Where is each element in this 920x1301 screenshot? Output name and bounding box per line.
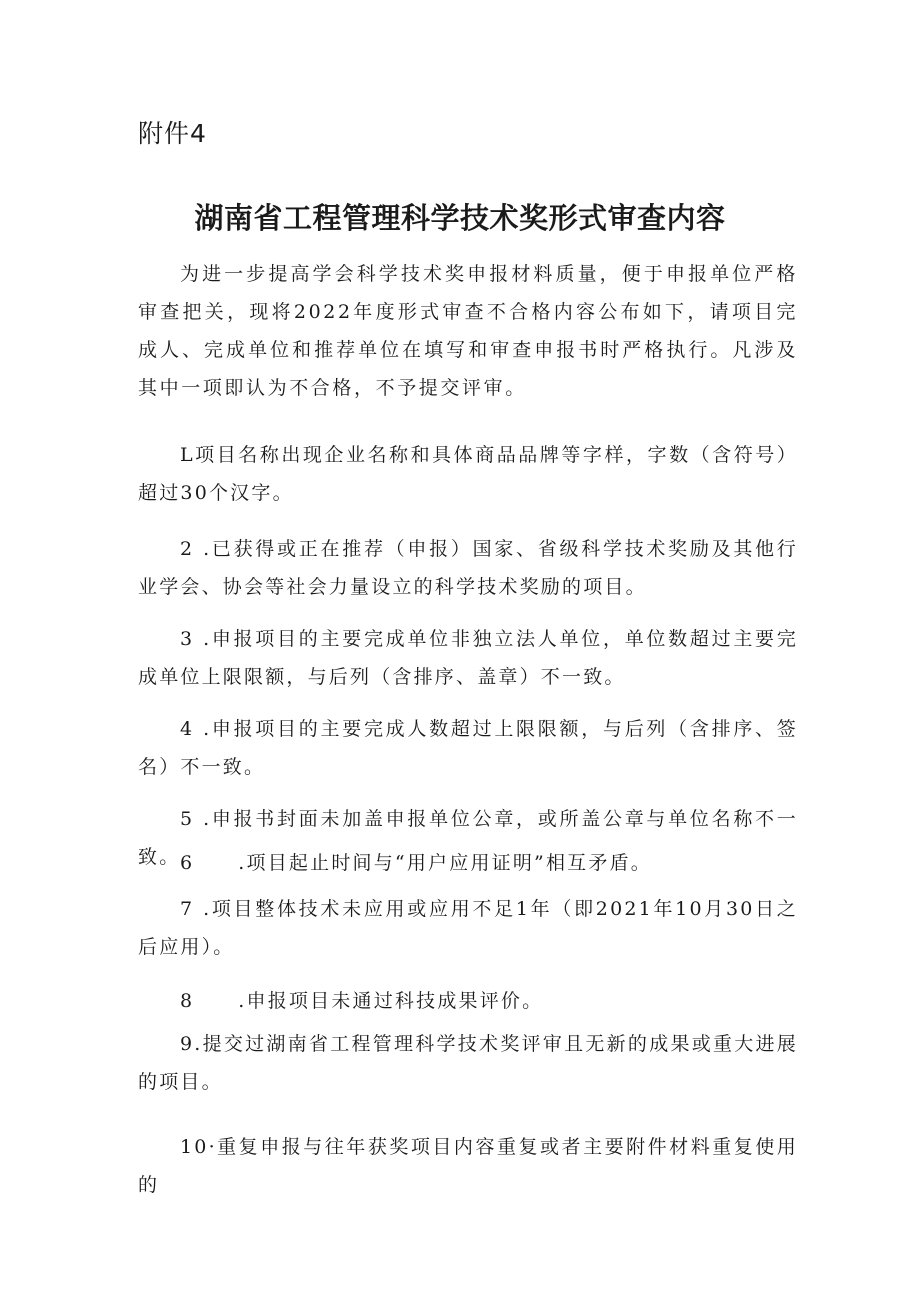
item-text: .申报项目的主要完成人数超过上限限额，与后列（含排序、签名）不一致。 [138, 718, 798, 778]
list-item [138, 890, 798, 966]
item-text: .申报项目的主要完成单位非独立法人单位，单位数超过主要完成单位上限限额，与后列（含排序、盖章）不一致。 [138, 628, 798, 688]
intro-paragraph: 为进一步提高学会科学技术奖申报材料质量，便于申报单位严格审查把关，现将2022年度形式审查不合格内容公布如下，请项目完成人、完成单位和推荐单位在填写和审查申报书时严格执行。凡涉及其中一项即认为不合格，不予提交评审。 [138, 263, 798, 399]
item-number: L [180, 444, 195, 466]
item-text: 提交过湖南省工程管理科学技术奖评审且无新的成果或重大进展的项目。 [138, 1033, 798, 1093]
item-number: 10· [180, 1136, 217, 1158]
document-title: 湖南省工程管理科学技术奖形式审查内容 [194, 201, 726, 235]
item-number: 7 [180, 898, 195, 920]
item-number: 8 [180, 990, 195, 1012]
item-number: 5 [180, 808, 195, 830]
list-item [138, 710, 798, 786]
attachment-label: 附件4 [138, 119, 207, 148]
item-number: 4 [180, 718, 195, 740]
item-text: 重复申报与往年获奖项目内容重复或者主要附件材料重复使用的 [138, 1136, 798, 1196]
item-number: 9. [180, 1033, 203, 1055]
list-item [138, 1025, 798, 1101]
item-text: .项目整体技术未应用或应用不足1年（即2021年10月30日之后应用）。 [138, 898, 798, 958]
list-item [138, 620, 798, 696]
item-text: .已获得或正在推荐（申报）国家、省级科学技术奖励及其他行业学会、协会等社会力量设立的科学技术奖励的项目。 [138, 538, 798, 598]
item-number: 3 [180, 628, 195, 650]
list-item [138, 530, 798, 606]
list-item [138, 982, 798, 1020]
item-text: .申报项目未通过科技成果评价。 [238, 990, 544, 1012]
list-item [138, 436, 798, 512]
list-item [138, 1128, 798, 1204]
item-number: 6 [180, 852, 195, 874]
item-text: .项目起止时间与“用户应用证明”相互矛盾。 [238, 852, 652, 874]
item-number: 2 [180, 538, 195, 560]
item-text: 项目名称出现企业名称和具体商品品牌等字样，字数（含符号）超过30个汉字。 [138, 444, 798, 504]
list-item [138, 844, 798, 882]
item-text: .申报书封面未加盖申报单位公章，或所盖公章与单位名称不一致。 [138, 808, 798, 868]
